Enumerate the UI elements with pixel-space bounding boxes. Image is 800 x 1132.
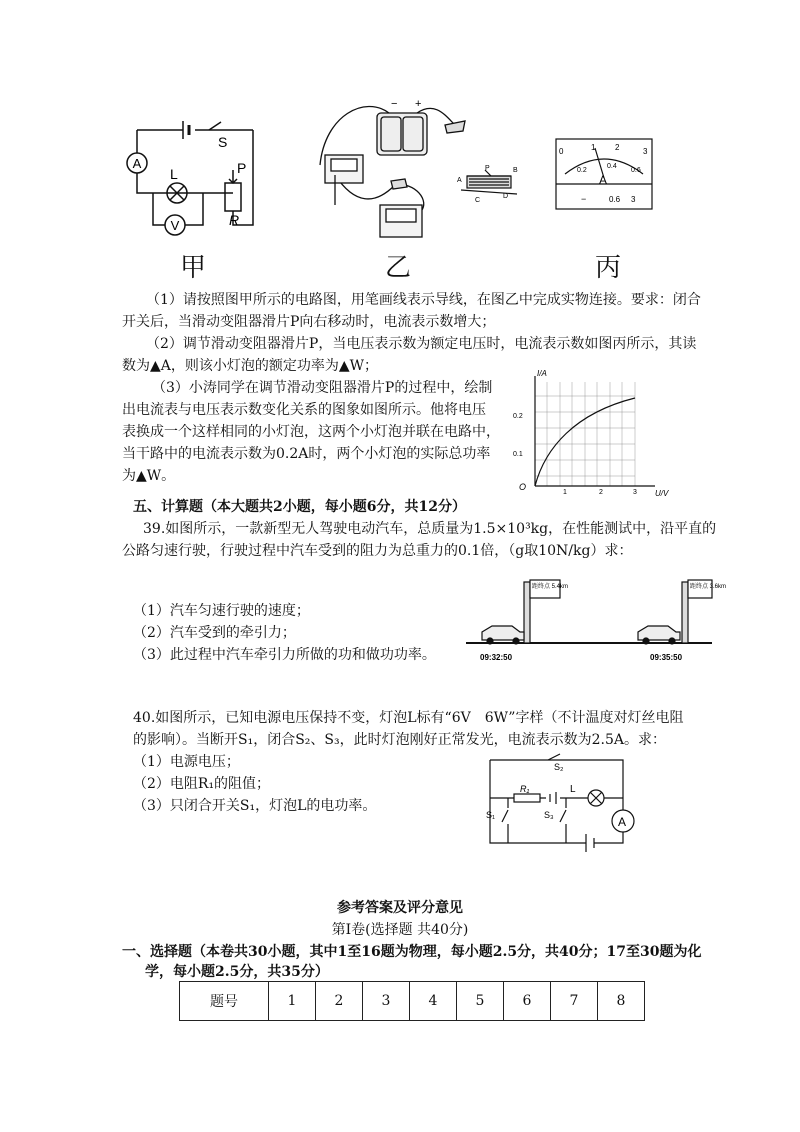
lamp-label: L xyxy=(170,166,178,182)
label-s1: S₁ xyxy=(486,810,496,820)
dial-top-2: 2 xyxy=(615,143,620,152)
graph-ytick-1: 0.1 xyxy=(513,451,523,458)
q39-line1: 39.如图所示，一款新型无人驾驶电动汽车，总质量为1.5×10³kg，在性能测试中，沿平直的 xyxy=(143,521,717,537)
dial-meter-label: A xyxy=(599,173,608,187)
graph-xtick-2: 2 xyxy=(599,489,603,496)
sign1-text: 距终点 5.4km xyxy=(532,584,569,590)
dial-bottom-2: 0.6 xyxy=(631,167,641,174)
q38-p2-line1: （2）调节滑动变阻器滑片P，当电压表示数为额定电压时，电流表示数如图丙所示，其读 xyxy=(146,336,697,352)
ammeter-dial-bing xyxy=(555,138,653,210)
rheostat-b: B xyxy=(513,167,518,174)
dial-top-1: 1 xyxy=(591,143,596,152)
graph-ylabel: I/A xyxy=(537,369,547,378)
table-header-cell: 题号 xyxy=(180,982,269,1021)
q38-p1-line2: 开关后，当滑动变阻器滑片P向右移动时，电流表示数增大； xyxy=(122,314,496,330)
rheostat-figure xyxy=(455,160,525,208)
label-s2: S₂ xyxy=(554,762,564,772)
car-road-figure xyxy=(466,570,727,665)
circuit-diagram-jia xyxy=(125,115,265,250)
answers-subtitle: 第Ⅰ卷(选择题 共40分) xyxy=(331,922,469,938)
table-header-cell: 2 xyxy=(316,982,363,1021)
dial-terminal-3: 3 xyxy=(631,195,636,204)
dial-terminal-minus: − xyxy=(581,194,587,204)
table-header-cell: 5 xyxy=(457,982,504,1021)
q38-p3-line3: 表换成一个这样相同的小灯泡，这两个小灯泡并联在电路中， xyxy=(122,424,500,440)
rheostat-c: C xyxy=(475,197,481,204)
answers-section1-line1: 一、选择题（本卷共30小题，其中1至16题为物理，每小题2.5分，共40分；17至30题为化 xyxy=(122,944,702,960)
figure-label-jia: 甲 xyxy=(180,253,207,283)
graph-xtick-1: 1 xyxy=(563,489,567,496)
dial-top-3: 3 xyxy=(643,147,648,156)
dial-bottom-0: 0.2 xyxy=(577,167,587,174)
table-header-cell: 8 xyxy=(598,982,645,1021)
q40-line2: 的影响）。当断开S₁，闭合S₂、S₃，此时灯泡刚好正常发光，电流表示数为2.5A。求： xyxy=(133,732,666,748)
q38-p3-line2: 出电流表与电压表示数变化关系的图象如图所示。他将电压 xyxy=(122,402,486,418)
slider-label: P xyxy=(237,160,247,176)
label-s3: S₃ xyxy=(544,810,554,820)
answers-section1-line2: 学，每小题2.5分，共35分） xyxy=(145,964,329,980)
answers-title: 参考答案及评分意见 xyxy=(337,900,463,916)
q38-p3-line5: 为▲W。 xyxy=(122,468,176,484)
ammeter-label: A xyxy=(132,156,142,171)
graph-ytick-2: 0.2 xyxy=(513,413,523,420)
q40-item-3: （3）只闭合开关S₁，灯泡L的电功率。 xyxy=(133,798,377,814)
graph-xlabel: U/V xyxy=(655,489,669,498)
label-ammeter: A xyxy=(618,815,627,829)
dial-terminal-06: 0.6 xyxy=(609,195,621,204)
table-row xyxy=(180,982,645,1021)
resistor-label: R xyxy=(229,212,240,228)
voltmeter-label: V xyxy=(170,218,180,233)
rheostat-a: A xyxy=(457,177,462,184)
q40-item-2: （2）电阻R₁的阻值； xyxy=(133,776,271,792)
table-header-cell: 1 xyxy=(269,982,316,1021)
q40-item-1: （1）电源电压； xyxy=(133,754,240,770)
q38-p3-line1: （3）小涛同学在调节滑动变阻器滑片P的过程中，绘制 xyxy=(152,380,493,396)
rheostat-d: D xyxy=(503,193,509,200)
figure-label-bing: 丙 xyxy=(595,253,622,283)
table-header-cell: 7 xyxy=(551,982,598,1021)
q38-p1-line1: （1）请按照图甲所示的电路图，用笔画线表示导线，在图乙中完成实物连接。要求：闭合 xyxy=(146,292,701,308)
rheostat-p: P xyxy=(485,165,490,172)
time1-label: 09:32:50 xyxy=(480,653,513,662)
label-l: L xyxy=(570,784,576,795)
iu-graph xyxy=(505,368,675,498)
dial-top-0: 0 xyxy=(559,147,564,156)
q39-line2: 公路匀速行驶，行驶过程中汽车受到的阻力为总重力的0.1倍，（g取10N/kg）求： xyxy=(122,543,633,559)
circuit-diagram-q40 xyxy=(478,748,648,858)
section5-title: 五、计算题（本大题共2小题，每小题6分，共12分） xyxy=(133,499,466,515)
battery-minus: − xyxy=(391,98,398,110)
label-r1: R₁ xyxy=(520,784,530,794)
switch-label: S xyxy=(218,134,228,150)
table-header-cell: 3 xyxy=(363,982,410,1021)
graph-xtick-3: 3 xyxy=(633,489,637,496)
dial-bottom-1: 0.4 xyxy=(607,163,617,170)
q38-p2-line2: 数为▲A，则该小灯泡的额定功率为▲W； xyxy=(122,358,379,374)
q38-p3-line4: 当干路中的电流表示数为0.2A时，两个小灯泡的实际总功率 xyxy=(122,446,491,462)
q39-item-2: （2）汽车受到的牵引力； xyxy=(133,625,296,641)
q40-line1: 40.如图所示，已知电源电压保持不变，灯泡L标有“6V 6W”字样（不计温度对灯丝电阻 xyxy=(133,710,684,726)
answer-table xyxy=(179,981,645,1021)
table-header-cell: 4 xyxy=(410,982,457,1021)
q39-item-3: （3）此过程中汽车牵引力所做的功和做功功率。 xyxy=(133,647,436,663)
time2-label: 09:35:50 xyxy=(650,653,683,662)
sign2-text: 距终点 3.6km xyxy=(690,584,727,590)
table-header-cell: 6 xyxy=(504,982,551,1021)
graph-origin: O xyxy=(519,482,527,492)
figure-label-yi: 乙 xyxy=(385,253,412,283)
battery-plus: + xyxy=(415,98,422,110)
q39-item-1: （1）汽车匀速行驶的速度； xyxy=(133,603,310,619)
